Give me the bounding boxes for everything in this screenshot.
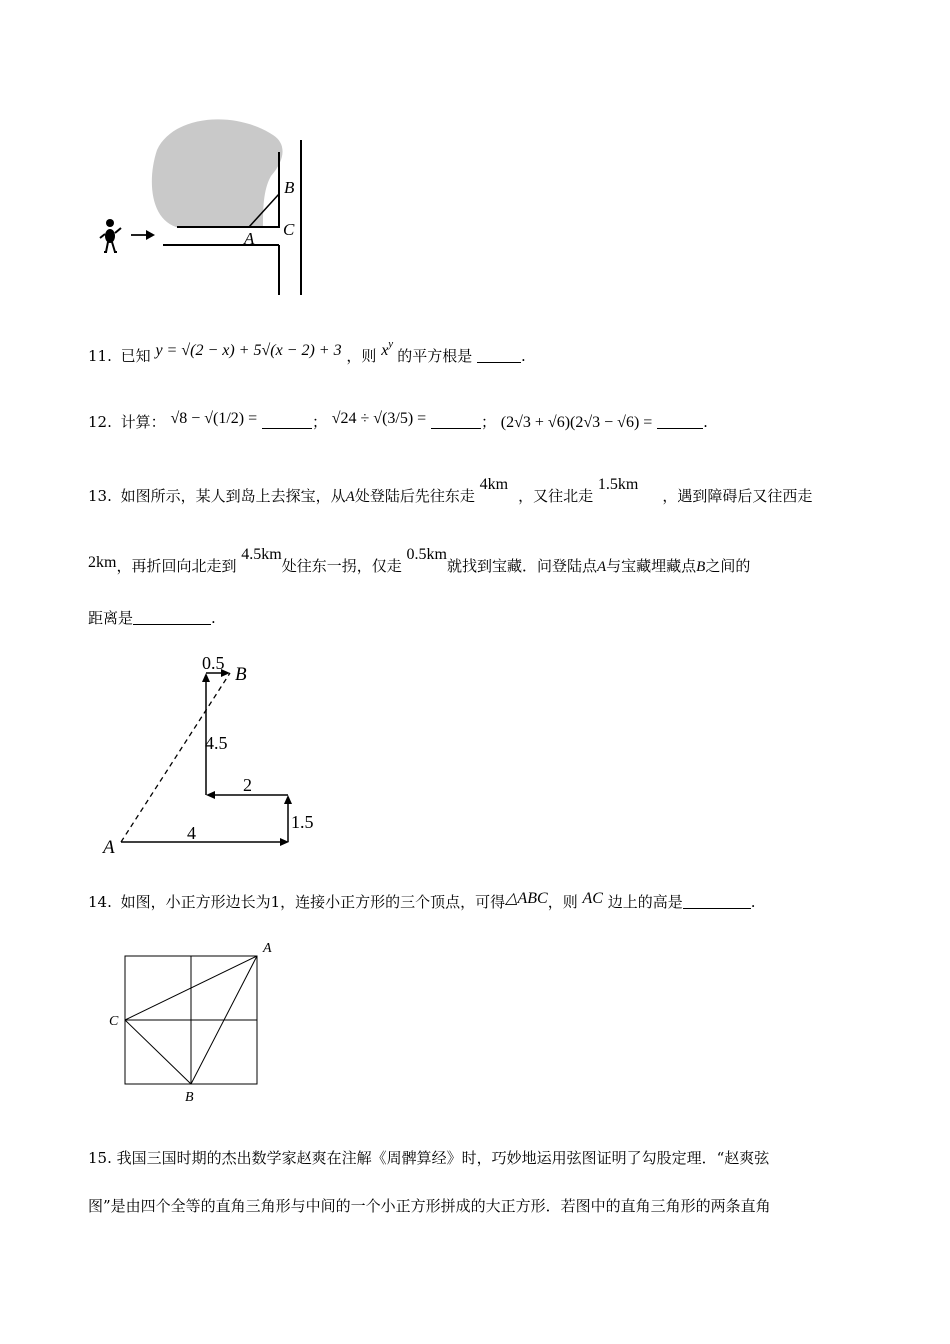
q14-text-2: ，则 <box>547 893 578 911</box>
question-11 <box>88 340 526 367</box>
segment-AB-dashed <box>121 673 230 842</box>
question-number: 13. <box>88 487 112 505</box>
question-13-line-1 <box>88 476 813 507</box>
question-14 <box>88 892 756 913</box>
q13-text-2: 处登陆后先往东走 <box>354 487 475 505</box>
q15-line-2: 图”是由四个全等的直角三角形与中间的一个小正方形拼成的大正方形．若图中的直角三角形的两条直角 <box>88 1197 771 1215</box>
q11-equation: y = √(2 − x) + 5√(x − 2) + 3 <box>155 342 342 359</box>
segment-east-4 <box>121 838 289 846</box>
q11-middle: ，则 <box>346 347 377 365</box>
q14-end: . <box>750 893 756 911</box>
label-0-5: 0.5 <box>202 653 225 673</box>
q12-prefix: 计算： <box>120 413 166 431</box>
answer-blank-2 <box>431 414 481 429</box>
q11-prefix: 已知 <box>120 347 151 365</box>
q13-end: . <box>211 609 216 627</box>
q12-sep-1: ； <box>311 413 327 431</box>
q11-end: . <box>520 347 526 365</box>
q11-power <box>381 338 397 359</box>
answer-blank-1 <box>262 414 312 429</box>
question-12 <box>88 412 708 433</box>
question-13-line-2 <box>88 546 751 577</box>
answer-blank-3 <box>657 414 703 429</box>
island-figure <box>95 110 315 300</box>
q15-line-1: 15. 我国三国时期的杰出数学家赵爽在注解《周髀算经》时，巧妙地运用弦图证明了勾股定理．“赵爽弦 <box>88 1149 770 1167</box>
answer-blank <box>133 610 211 625</box>
q14-side: AC <box>582 890 603 907</box>
q13-text-10: 距离是 <box>88 609 134 627</box>
q12-end: . <box>703 413 708 431</box>
grid-figure <box>105 938 295 1108</box>
label-A: A <box>244 229 255 248</box>
label-1-5: 1.5 <box>291 812 314 832</box>
label-B: B <box>235 664 247 685</box>
question-number: 14. <box>88 893 112 911</box>
label-2: 2 <box>243 775 252 795</box>
label-A: A <box>103 837 115 858</box>
q13-distance-4: 4.5km <box>241 546 282 563</box>
q13-point-B: B <box>696 559 706 575</box>
q13-text-4: ，遇到障碍后又往西走 <box>662 487 813 505</box>
q12-expr-1: √8 − √(1/2) = <box>170 410 258 427</box>
label-C: C <box>109 1014 119 1029</box>
power-base: x <box>381 342 389 359</box>
label-C: C <box>283 220 295 239</box>
q13-text-6: 处往东一拐，仅走 <box>281 557 402 575</box>
question-15 <box>88 1148 868 1216</box>
q13-distance-2: 1.5km <box>597 476 639 493</box>
label-B: B <box>284 178 295 197</box>
person-icon <box>100 219 121 252</box>
path-figure <box>95 645 335 860</box>
q12-expr-3: (2√3 + √6)(2√3 − √6) = <box>500 414 653 431</box>
q13-text-1: 如图所示，某人到岛上去探宝，从 <box>120 487 346 505</box>
q13-text-3: ，又往北走 <box>518 487 594 505</box>
q13-point-A-2: A <box>596 559 607 575</box>
q13-point-A: A <box>345 489 355 505</box>
question-number: 11. <box>88 347 112 365</box>
answer-blank <box>477 348 521 363</box>
q11-suffix: 的平方根是 <box>397 347 473 365</box>
label-A: A <box>263 941 272 956</box>
arrow-right-icon <box>131 230 155 240</box>
segment-CB <box>125 1020 191 1084</box>
label-B: B <box>185 1090 194 1105</box>
q12-sep-2: ； <box>480 413 496 431</box>
q14-text-3: 边上的高是 <box>607 893 683 911</box>
question-13-line-3 <box>88 608 216 628</box>
q13-distance-1: 4km <box>479 476 509 493</box>
q13-text-5: ，再折回向北走到 <box>116 557 237 575</box>
power-exponent: y <box>388 338 394 350</box>
label-4-5: 4.5 <box>205 733 228 753</box>
q14-triangle: △ABC <box>505 890 548 907</box>
q13-text-7: 就找到宝藏．问登陆点 <box>446 557 597 575</box>
q13-distance-5: 0.5km <box>406 546 447 563</box>
q13-text-8: 与宝藏埋藏点 <box>606 557 697 575</box>
q13-distance-3: 2km <box>88 554 117 571</box>
q12-expr-2: √24 ÷ √(3/5) = <box>331 410 427 427</box>
answer-blank <box>683 894 751 909</box>
q13-text-9: 之间的 <box>705 557 751 575</box>
q14-text-1: 如图，小正方形边长为1，连接小正方形的三个顶点，可得 <box>120 893 506 911</box>
question-number: 12. <box>88 413 112 431</box>
label-4: 4 <box>187 823 196 843</box>
